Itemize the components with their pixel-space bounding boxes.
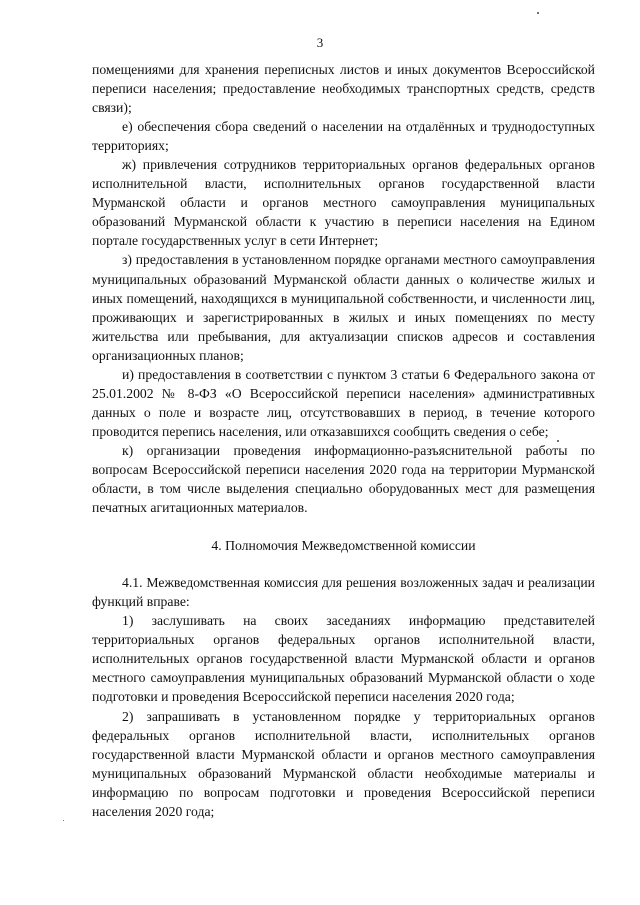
- paragraph-continuation: помещениями для хранения переписных листов и иных документов Всероссийской переписи населения; предоставление необходимых транспортных средств, средств связи);: [92, 62, 595, 116]
- paragraph-item-e: е) обеспечения сбора сведений о населении на отдалённых и труднодоступных территориях;: [92, 119, 595, 154]
- paragraph-item-i: и) предоставления в соответствии с пунктом 3 статьи 6 Федерального закона от 25.01.2002 № 8-ФЗ «О Всероссийской переписи населения» административных данных о поле и возрасте лиц, отсутствовавших в период, в течение которого проводится перепись населения, или отказавшихся сообщить сведения о себе;: [92, 366, 595, 439]
- section-heading: 4. Полномочия Межведомственной комиссии: [211, 538, 476, 554]
- scan-speck: [537, 12, 539, 14]
- paragraph-4-1: 4.1. Межведомственная комиссия для решения возложенных задач и реализации функций вправе:: [92, 575, 595, 610]
- page-number: 3: [316, 35, 324, 50]
- paragraph-4-1-item-1: 1) заслушивать на своих заседаниях информацию представителей территориальных органов федеральных органов исполнительной власти, исполнительных органов государственной власти Мурманской области и органов местного самоуправления муниципальных образований Мурманской области о ходе подготовки и проведения Всероссийской переписи населения 2020 года;: [92, 613, 595, 705]
- paragraph-4-1-item-2: 2) запрашивать в установленном порядке у территориальных органов федеральных органов исполнительной власти, исполнительных органов государственной власти Мурманской области и органов местного самоуправления муниципальных образований Мурманской области необходимые материалы и информацию по вопросам подготовки и проведения Всероссийской переписи населения 2020 года;: [92, 708, 595, 819]
- document-body: [92, 60, 595, 821]
- scan-speck: [557, 440, 559, 442]
- paragraph-item-z: з) предоставления в установленном порядке органами местного самоуправления муниципальных образований Мурманской области данных о количестве жилых и иных помещений, находящихся в муниципальной собственности, и численности лиц, проживающих и зарегистрированных в жилых и иных помещениях по месту жительства или пребывания, для актуализации списков адресов и составления организационных планов;: [92, 252, 595, 363]
- paragraph-item-zh: ж) привлечения сотрудников территориальных органов федеральных органов исполнительной власти, исполнительных органов государственной власти Мурманской области и органов местного самоуправления муниципальных образований Мурманской области к участию в переписи населения на Едином портале государственных услуг в сети Интернет;: [92, 157, 595, 249]
- scan-speck: [63, 820, 64, 821]
- paragraph-item-k: к) организации проведения информационно-разъяснительной работы по вопросам Всероссийской переписи населения 2020 года на территории Мурманской области, в том числе выделения специально оборудованных мест для размещения печатных агитационных материалов.: [92, 442, 595, 516]
